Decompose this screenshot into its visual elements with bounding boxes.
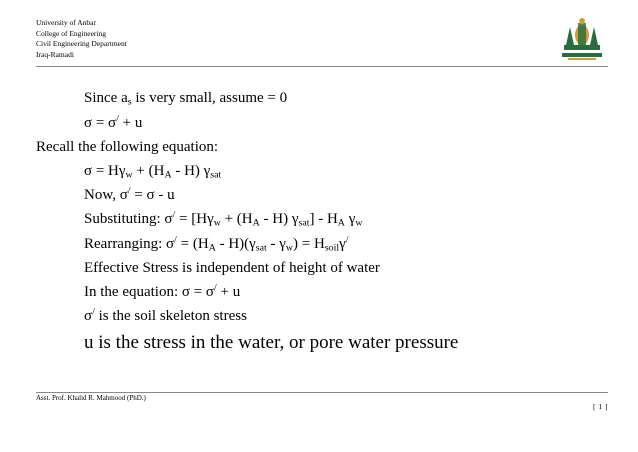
substitution-equation: Substituting: $\sigma^/ = [H\gamma_w + (H_A - H)$ $\gamma_{sat}] - H_A$ $\gamma_w$ — [84, 209, 363, 229]
author-credit: Asst. Prof. Khalid R. Mahmood (PhD.) — [36, 394, 146, 402]
effective-stress-definition: Now, σ/ = σ - u — [84, 185, 175, 203]
department-name: Civil Engineering Department — [36, 39, 127, 48]
equation-recap: In the equation: σ = σ/ + u — [84, 282, 241, 300]
independence-statement: Effective Stress is independent of height of water — [84, 260, 380, 276]
location: Iraq-Ramadi — [36, 49, 74, 59]
recall-heading: Recall the following equation: — [36, 139, 219, 155]
rearranged-equation: Rearranging: $\sigma^/ = (H_A - H)(\gamma_{sat} - \gamma_w) = H_{soil}\gamma^/$ — [84, 234, 349, 254]
footer-divider — [36, 392, 608, 393]
page-number: [ 1 ] — [593, 402, 608, 411]
skeleton-stress-note: σ/ is the soil skeleton stress — [84, 306, 247, 324]
total-stress-formula: $\sigma = H\gamma_w + (H_A - H)$ $\gamma_{sat}$ — [84, 163, 222, 181]
pore-pressure-note: u is the stress in the water, or pore water pressure — [84, 332, 459, 353]
assumption-line: Since $a_s$ is very small, assume = 0 — [84, 90, 288, 108]
college-name: College of Engineering — [36, 28, 106, 38]
university-name: University of Anbar — [36, 18, 96, 27]
total-stress-equation: σ = σ/ + u — [84, 113, 143, 131]
